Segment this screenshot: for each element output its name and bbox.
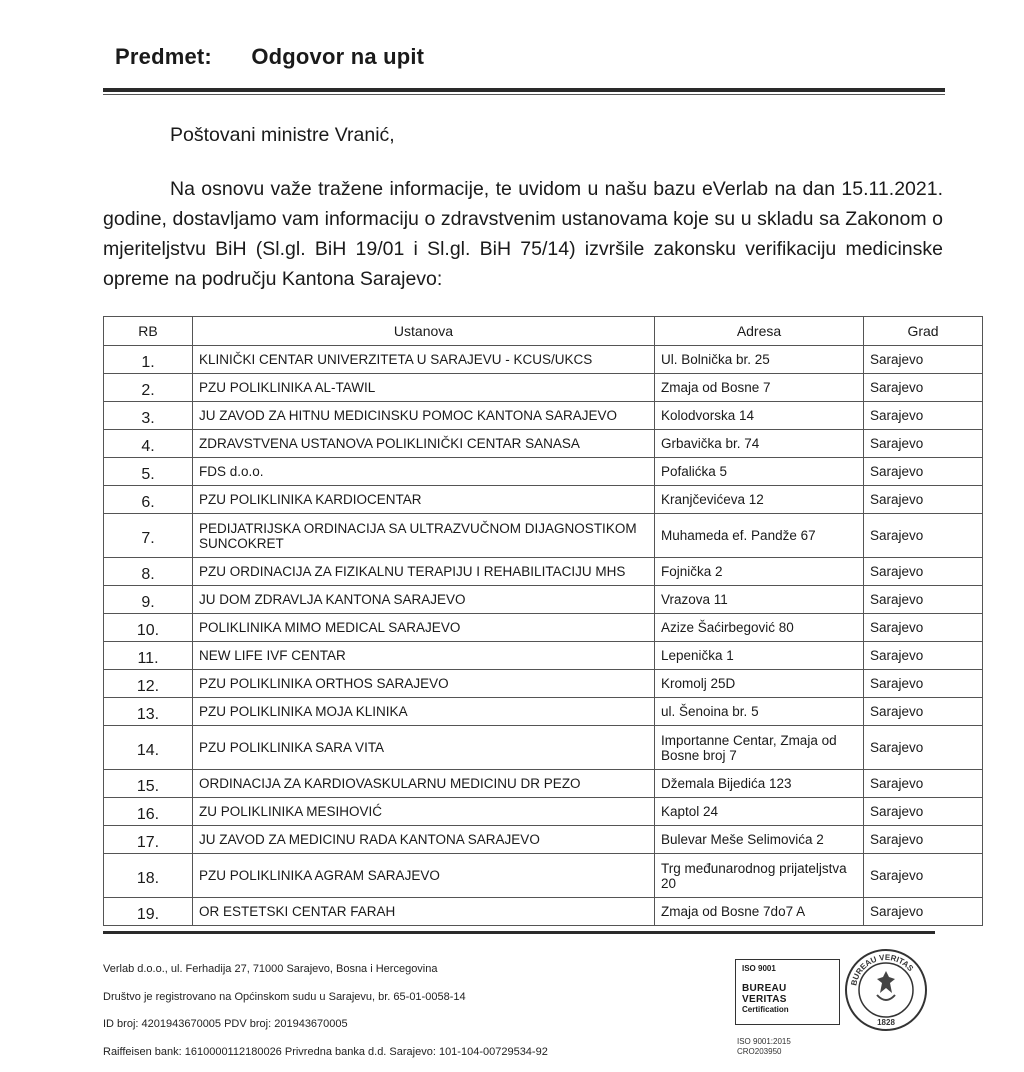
table-row [104,402,983,430]
footer-address: Verlab d.o.o., ul. Ferhadija 27, 71000 Sarajevo, Bosna i Hercegovina [103,963,438,975]
header-divider [103,88,945,92]
grad-cell: Sarajevo [864,430,983,458]
rb-cell: 4. [104,430,193,458]
adresa-cell: Muhameda ef. Pandže 67 [655,514,864,558]
ustanova-cell: PZU POLIKLINIKA KARDIOCENTAR [193,486,655,514]
ustanova-cell: FDS d.o.o. [193,458,655,486]
subject-value: Odgovor na upit [251,44,425,69]
seal-arc-text: BUREAU VERITAS [849,952,916,987]
rb-cell: 12. [104,670,193,698]
rb-cell: 10. [104,614,193,642]
greeting: Poštovani ministre Vranić, [170,124,395,146]
cert-iso: ISO 9001 [742,964,776,973]
rb-cell: 6. [104,486,193,514]
footer-bank-accounts: Raiffeisen bank: 1610000112180026 Privredna banka d.d. Sarajevo: 101-104-00729534-92 [103,1045,548,1058]
adresa-cell: Kaptol 24 [655,798,864,826]
header-ustanova: Ustanova [193,317,655,346]
ustanova-cell: KLINIČKI CENTAR UNIVERZITETA U SARAJEVU - KCUS/UKCS [193,346,655,374]
adresa-cell: Vrazova 11 [655,586,864,614]
institutions-table [103,316,983,926]
grad-cell: Sarajevo [864,614,983,642]
grad-cell: Sarajevo [864,798,983,826]
intro-paragraph: Na osnovu važe tražene informacije, te uvidom u našu bazu eVerlab na dan 15.11.2021. godine, dostavljamo vam informaciju o zdravstvenim ustanovama koje su u skladu sa Zakonom o mjeriteljstvu BiH (Sl.gl. BiH 19/01 i Sl.gl. BiH 75/14) izvršile zakonsku verifikaciju medicinske opreme na području Kantona Sarajevo: [103,178,943,290]
table-row [104,374,983,402]
adresa-cell: Lepenička 1 [655,642,864,670]
table-row [104,642,983,670]
table-row [104,458,983,486]
adresa-cell: Azize Šaćirbegović 80 [655,614,864,642]
table-row [104,670,983,698]
header-adresa: Adresa [655,317,864,346]
adresa-cell: Trg međunarodnog prijateljstva 20 [655,854,864,898]
ustanova-cell: PEDIJATRIJSKA ORDINACIJA SA ULTRAZVUČNOM DIJAGNOSTIKOM SUNCOKRET [193,514,655,558]
grad-cell: Sarajevo [864,898,983,926]
subject-line [115,44,424,70]
cert-code: CRO203950 [737,1047,782,1056]
subject-label: Predmet: [115,44,212,69]
adresa-cell: Grbavička br. 74 [655,430,864,458]
ustanova-cell: JU DOM ZDRAVLJA KANTONA SARAJEVO [193,586,655,614]
table-row [104,430,983,458]
ustanova-cell: ORDINACIJA ZA KARDIOVASKULARNU MEDICINU DR PEZO [193,770,655,798]
rb-cell: 5. [104,458,193,486]
ustanova-cell: ZU POLIKLINIKA MESIHOVIĆ [193,798,655,826]
grad-cell: Sarajevo [864,586,983,614]
certification-block [735,945,935,1065]
rb-cell: 8. [104,558,193,586]
table-row [104,726,983,770]
ustanova-cell: PZU POLIKLINIKA MOJA KLINIKA [193,698,655,726]
rb-cell: 19. [104,898,193,926]
table-row [104,586,983,614]
grad-cell: Sarajevo [864,726,983,770]
ustanova-cell: POLIKLINIKA MIMO MEDICAL SARAJEVO [193,614,655,642]
rb-cell: 13. [104,698,193,726]
rb-cell: 2. [104,374,193,402]
certification-box [735,959,840,1025]
ustanova-cell: NEW LIFE IVF CENTAR [193,642,655,670]
table-row [104,898,983,926]
ustanova-cell: OR ESTETSKI CENTAR FARAH [193,898,655,926]
table-row [104,770,983,798]
ustanova-cell: PZU POLIKLINIKA AL-TAWIL [193,374,655,402]
grad-cell: Sarajevo [864,402,983,430]
rb-cell: 3. [104,402,193,430]
table-row [104,698,983,726]
grad-cell: Sarajevo [864,854,983,898]
table-row [104,798,983,826]
table-row [104,614,983,642]
company-footer [103,956,548,1066]
grad-cell: Sarajevo [864,558,983,586]
ustanova-cell: PZU POLIKLINIKA ORTHOS SARAJEVO [193,670,655,698]
grad-cell: Sarajevo [864,346,983,374]
rb-cell: 18. [104,854,193,898]
footer-divider [103,931,935,934]
ustanova-cell: JU ZAVOD ZA MEDICINU RADA KANTONA SARAJEVO [193,826,655,854]
rb-cell: 7. [104,514,193,558]
table-row [104,558,983,586]
adresa-cell: Pofalićka 5 [655,458,864,486]
bureau-veritas-seal-icon [843,945,929,1035]
adresa-cell: Kranjčevićeva 12 [655,486,864,514]
adresa-cell: Kromolj 25D [655,670,864,698]
grad-cell: Sarajevo [864,486,983,514]
adresa-cell: Importanne Centar, Zmaja od Bosne broj 7 [655,726,864,770]
header-grad: Grad [864,317,983,346]
ustanova-cell: ZDRAVSTVENA USTANOVA POLIKLINIČKI CENTAR SANASA [193,430,655,458]
grad-cell: Sarajevo [864,642,983,670]
adresa-cell: Fojnička 2 [655,558,864,586]
grad-cell: Sarajevo [864,458,983,486]
header-rb: RB [104,317,193,346]
table-header-row [104,317,983,346]
footer-registration: Društvo je registrovano na Općinskom sudu u Sarajevu, br. 65-01-0058-14 [103,990,466,1003]
table-row [104,854,983,898]
ustanova-cell: JU ZAVOD ZA HITNU MEDICINSKU POMOC KANTONA SARAJEVO [193,402,655,430]
grad-cell: Sarajevo [864,374,983,402]
rb-cell: 14. [104,726,193,770]
table-row [104,486,983,514]
rb-cell: 17. [104,826,193,854]
rb-cell: 15. [104,770,193,798]
rb-cell: 11. [104,642,193,670]
ustanova-cell: PZU POLIKLINIKA SARA VITA [193,726,655,770]
grad-cell: Sarajevo [864,514,983,558]
grad-cell: Sarajevo [864,698,983,726]
grad-cell: Sarajevo [864,670,983,698]
cert-standard: ISO 9001:2015 [737,1037,791,1046]
adresa-cell: Zmaja od Bosne 7 [655,374,864,402]
adresa-cell: Bulevar Meše Selimovića 2 [655,826,864,854]
grad-cell: Sarajevo [864,826,983,854]
table-row [104,514,983,558]
rb-cell: 9. [104,586,193,614]
header-divider-thin [103,94,945,95]
cert-label: Certification [742,1005,789,1014]
ustanova-cell: PZU POLIKLINIKA AGRAM SARAJEVO [193,854,655,898]
adresa-cell: Zmaja od Bosne 7do7 A [655,898,864,926]
table-row [104,346,983,374]
cert-name: BUREAU VERITAS [742,983,787,1005]
ustanova-cell: PZU ORDINACIJA ZA FIZIKALNU TERAPIJU I REHABILITACIJU MHS [193,558,655,586]
adresa-cell: Džemala Bijedića 123 [655,770,864,798]
adresa-cell: ul. Šenoina br. 5 [655,698,864,726]
footer-tax-ids: ID broj: 4201943670005 PDV broj: 201943670005 [103,1018,348,1030]
grad-cell: Sarajevo [864,770,983,798]
seal-year: 1828 [877,1018,895,1027]
cert-standard-info [737,1037,791,1057]
rb-cell: 1. [104,346,193,374]
table-row [104,826,983,854]
adresa-cell: Ul. Bolnička br. 25 [655,346,864,374]
rb-cell: 16. [104,798,193,826]
adresa-cell: Kolodvorska 14 [655,402,864,430]
